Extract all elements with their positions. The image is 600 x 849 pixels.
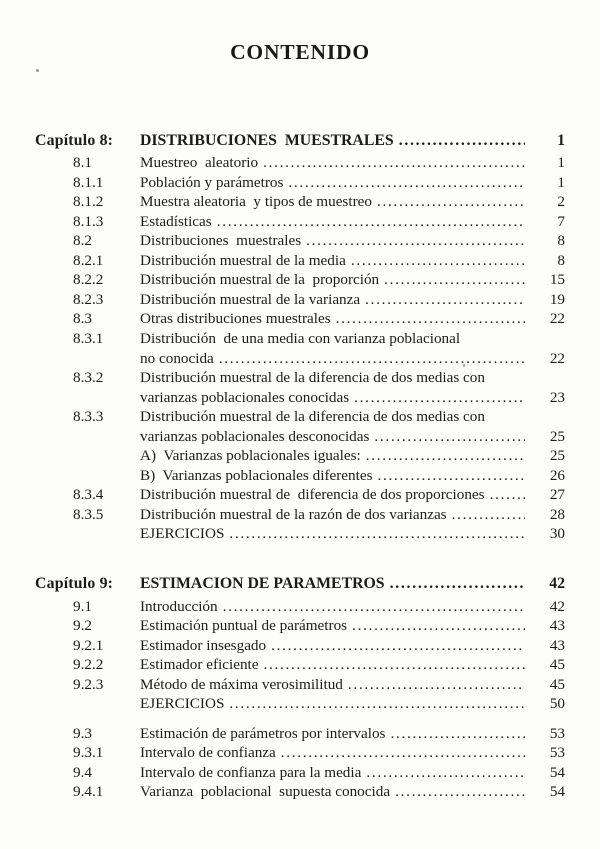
entry-main: [140, 349, 531, 369]
chapter-label: Capítulo 8:: [35, 131, 114, 149]
entry-main: [140, 407, 531, 427]
page-number: 53: [549, 724, 565, 742]
entry-title-continuation: varianzas poblacionales conocidas: [140, 388, 350, 406]
section-number: 8.3: [73, 310, 92, 328]
chapter-label: Capítulo 9:: [35, 574, 114, 592]
page-number: 30: [549, 525, 565, 543]
entry-main: [140, 694, 531, 714]
toc-entry-row: [35, 763, 565, 783]
toc-entry-row: [35, 782, 565, 802]
dot-leader: [452, 505, 525, 525]
dot-leader: [351, 251, 525, 271]
toc-entry-row: [35, 485, 565, 505]
section-number: 8.3.4: [73, 486, 104, 504]
entry-main: [140, 616, 531, 636]
chapter-block: [35, 574, 565, 802]
section-number: 9.2.1: [73, 636, 104, 654]
toc-entry-continuation-row: [35, 388, 565, 408]
entry-title: Distribución muestral de la razón de dos varianzas: [140, 505, 447, 523]
section-number: 8.1: [73, 154, 92, 172]
section-number: 9.2.2: [73, 656, 104, 674]
dot-leader: [366, 446, 525, 466]
page-number: 54: [549, 763, 565, 781]
toc-entry-row: [35, 636, 565, 656]
page-number: 50: [549, 695, 565, 713]
dot-leader: [348, 675, 525, 695]
page-number: 53: [549, 744, 565, 762]
entry-main: [140, 505, 531, 525]
entry-main: [140, 743, 531, 763]
dot-leader: [390, 574, 525, 594]
dot-leader: [365, 290, 525, 310]
dot-leader: [263, 153, 525, 173]
dot-leader: [229, 694, 525, 714]
entry-main: [140, 231, 531, 251]
page-number: 45: [549, 675, 565, 693]
entry-main: [140, 724, 531, 744]
entry-main: [140, 329, 531, 349]
page-number: 26: [549, 466, 565, 484]
entry-title: Población y parámetros: [140, 173, 284, 191]
entry-main: [140, 427, 531, 447]
dot-leader: [288, 173, 525, 193]
dot-leader: [219, 349, 525, 369]
entry-main: [140, 485, 531, 505]
section-number: 8.3.5: [73, 505, 104, 523]
scan-speck: [463, 364, 465, 367]
dot-leader: [378, 466, 525, 486]
entry-title: Muestreo aleatorio: [140, 154, 259, 172]
dot-leader: [384, 270, 525, 290]
toc-entry-row: [35, 724, 565, 744]
toc-entry-row: [35, 446, 565, 466]
entry-title: Estimador insesgado: [140, 636, 267, 654]
entry-main: [140, 153, 531, 173]
entry-main: [140, 763, 531, 783]
section-number: 8.3.2: [73, 369, 104, 387]
dot-leader: [336, 309, 525, 329]
entry-title: Estimación de parámetros por intervalos: [140, 724, 386, 742]
toc-entry-row: [35, 173, 565, 193]
page-number: 1: [557, 131, 565, 149]
dot-leader: [490, 485, 525, 505]
dot-leader: [264, 655, 526, 675]
entry-main: [140, 597, 531, 617]
entry-title: Intervalo de confianza para la media: [140, 763, 362, 781]
toc-entry-row: [35, 368, 565, 388]
toc-entry-row: [35, 329, 565, 349]
page-number: 25: [549, 447, 565, 465]
toc-entry-row: [35, 192, 565, 212]
section-number: 8.1.2: [73, 193, 104, 211]
chapters-container: [35, 131, 565, 803]
section-number: 9.3.1: [73, 744, 104, 762]
chapter-block: [35, 131, 565, 544]
entry-main: [140, 290, 531, 310]
page-number: 22: [549, 310, 565, 328]
entry-main: [140, 309, 531, 329]
section-number: 9.1: [73, 597, 92, 615]
entry-main: [140, 782, 531, 802]
section-number: 8.3.1: [73, 329, 104, 347]
page-number: 8: [557, 251, 565, 269]
entry-main: [140, 446, 531, 466]
entry-main: [140, 270, 531, 290]
toc-entry-row: [35, 655, 565, 675]
dot-leader: [395, 782, 525, 802]
entry-title-continuation: no conocida: [140, 349, 214, 367]
page-title: CONTENIDO: [230, 40, 370, 64]
toc-entry-row: [35, 407, 565, 427]
scan-speck: [36, 69, 39, 72]
entry-title: Distribución muestral de la media: [140, 251, 346, 269]
section-number: 9.4: [73, 763, 92, 781]
page-number: 28: [549, 505, 565, 523]
dot-leader: [217, 212, 525, 232]
entry-main: [140, 574, 531, 594]
entry-title: Distribución muestral de la varianza: [140, 290, 361, 308]
entry-title: Introducción: [140, 597, 218, 615]
entry-main: [140, 368, 531, 388]
entry-title: Estimación puntual de parámetros: [140, 617, 348, 635]
dot-leader: [352, 616, 525, 636]
page-number: 43: [549, 636, 565, 654]
page-number: 19: [549, 290, 565, 308]
dot-leader: [377, 192, 525, 212]
dot-leader: [281, 743, 525, 763]
page-number: 45: [549, 656, 565, 674]
section-number: 9.2.3: [73, 675, 104, 693]
entry-main: [140, 131, 531, 151]
entry-main: [140, 655, 531, 675]
entry-title-continuation: varianzas poblacionales desconocidas: [140, 427, 370, 445]
page-number: 15: [549, 271, 565, 289]
section-number: 8.2: [73, 232, 92, 250]
chapter-title: DISTRIBUCIONES MUESTRALES: [140, 131, 394, 149]
entry-title: Distribución muestral de la diferencia de dos medias con: [140, 369, 485, 387]
entry-main: [140, 192, 531, 212]
page-number: 42: [549, 574, 565, 592]
entry-main: [140, 173, 531, 193]
toc-entry-row: [35, 309, 565, 329]
dot-leader: [229, 524, 525, 544]
entry-main: [140, 636, 531, 656]
entry-title: EJERCICIOS: [140, 525, 225, 543]
section-number: 8.3.3: [73, 408, 104, 426]
dot-leader: [271, 636, 525, 656]
chapter-row: [35, 131, 565, 151]
entry-main: [140, 466, 531, 486]
dot-leader: [366, 763, 525, 783]
entry-title: Método de máxima verosimilitud: [140, 675, 343, 693]
toc-entry-row: [35, 290, 565, 310]
toc-entry-row: [35, 694, 565, 714]
section-number: 9.3: [73, 724, 92, 742]
entry-title: EJERCICIOS: [140, 695, 225, 713]
entry-main: [140, 251, 531, 271]
toc-entry-row: [35, 466, 565, 486]
toc-entry-continuation-row: [35, 427, 565, 447]
section-number: 8.2.3: [73, 290, 104, 308]
toc-entry-row: [35, 616, 565, 636]
toc-entry-row: [35, 251, 565, 271]
section-number: 9.4.1: [73, 783, 104, 801]
page-number: 42: [549, 597, 565, 615]
entry-title: Distribución muestral de la proporción: [140, 271, 380, 289]
toc-entry-row: [35, 597, 565, 617]
toc-entry-row: [35, 505, 565, 525]
toc-entry-row: [35, 231, 565, 251]
entry-main: [140, 524, 531, 544]
chapter-row: [35, 574, 565, 594]
entry-main: [140, 675, 531, 695]
page-number: 54: [549, 783, 565, 801]
page-number: 1: [557, 173, 565, 191]
entry-title: Estadísticas: [140, 212, 212, 230]
page-number: 22: [549, 349, 565, 367]
dot-leader: [390, 724, 525, 744]
entry-title: Varianza poblacional supuesta conocida: [140, 783, 391, 801]
section-number: 8.2.2: [73, 271, 104, 289]
toc-entry-row: [35, 743, 565, 763]
entry-title: A) Varianzas poblacionales iguales:: [140, 447, 361, 465]
toc-entry-continuation-row: [35, 349, 565, 369]
entry-title: Otras distribuciones muestrales: [140, 310, 331, 328]
entry-title: Distribuciones muestrales: [140, 232, 302, 250]
chapter-title: ESTIMACION DE PARAMETROS: [140, 574, 385, 592]
dot-leader: [306, 231, 525, 251]
page-number: 7: [557, 212, 565, 230]
toc-entry-row: [35, 675, 565, 695]
entry-title: Distribución muestral de diferencia de dos proporciones: [140, 486, 485, 504]
section-number: 9.2: [73, 617, 92, 635]
section-number: 8.1.3: [73, 212, 104, 230]
section-number: 8.2.1: [73, 251, 104, 269]
dot-leader: [354, 388, 525, 408]
section-number: 8.1.1: [73, 173, 104, 191]
dot-leader: [374, 427, 525, 447]
entry-main: [140, 388, 531, 408]
entry-title: Distribución muestral de la diferencia de dos medias con: [140, 408, 485, 426]
dot-leader: [223, 597, 525, 617]
entry-title: Intervalo de confianza: [140, 744, 276, 762]
page-number: 43: [549, 617, 565, 635]
entry-title: Muestra aleatoria y tipos de muestreo: [140, 193, 372, 211]
toc-entry-row: [35, 524, 565, 544]
page-number: 8: [557, 232, 565, 250]
entry-title: Estimador eficiente: [140, 656, 259, 674]
toc-entry-row: [35, 270, 565, 290]
entry-title: Distribución de una media con varianza poblacional: [140, 329, 461, 347]
page-number: 1: [557, 154, 565, 172]
toc-entry-row: [35, 153, 565, 173]
page-number: 2: [557, 193, 565, 211]
entry-main: [140, 212, 531, 232]
dot-leader: [399, 131, 525, 151]
page-number: 25: [549, 427, 565, 445]
page-number: 23: [549, 388, 565, 406]
toc-entry-row: [35, 212, 565, 232]
page-number: 27: [549, 486, 565, 504]
entry-title: B) Varianzas poblacionales diferentes: [140, 466, 373, 484]
